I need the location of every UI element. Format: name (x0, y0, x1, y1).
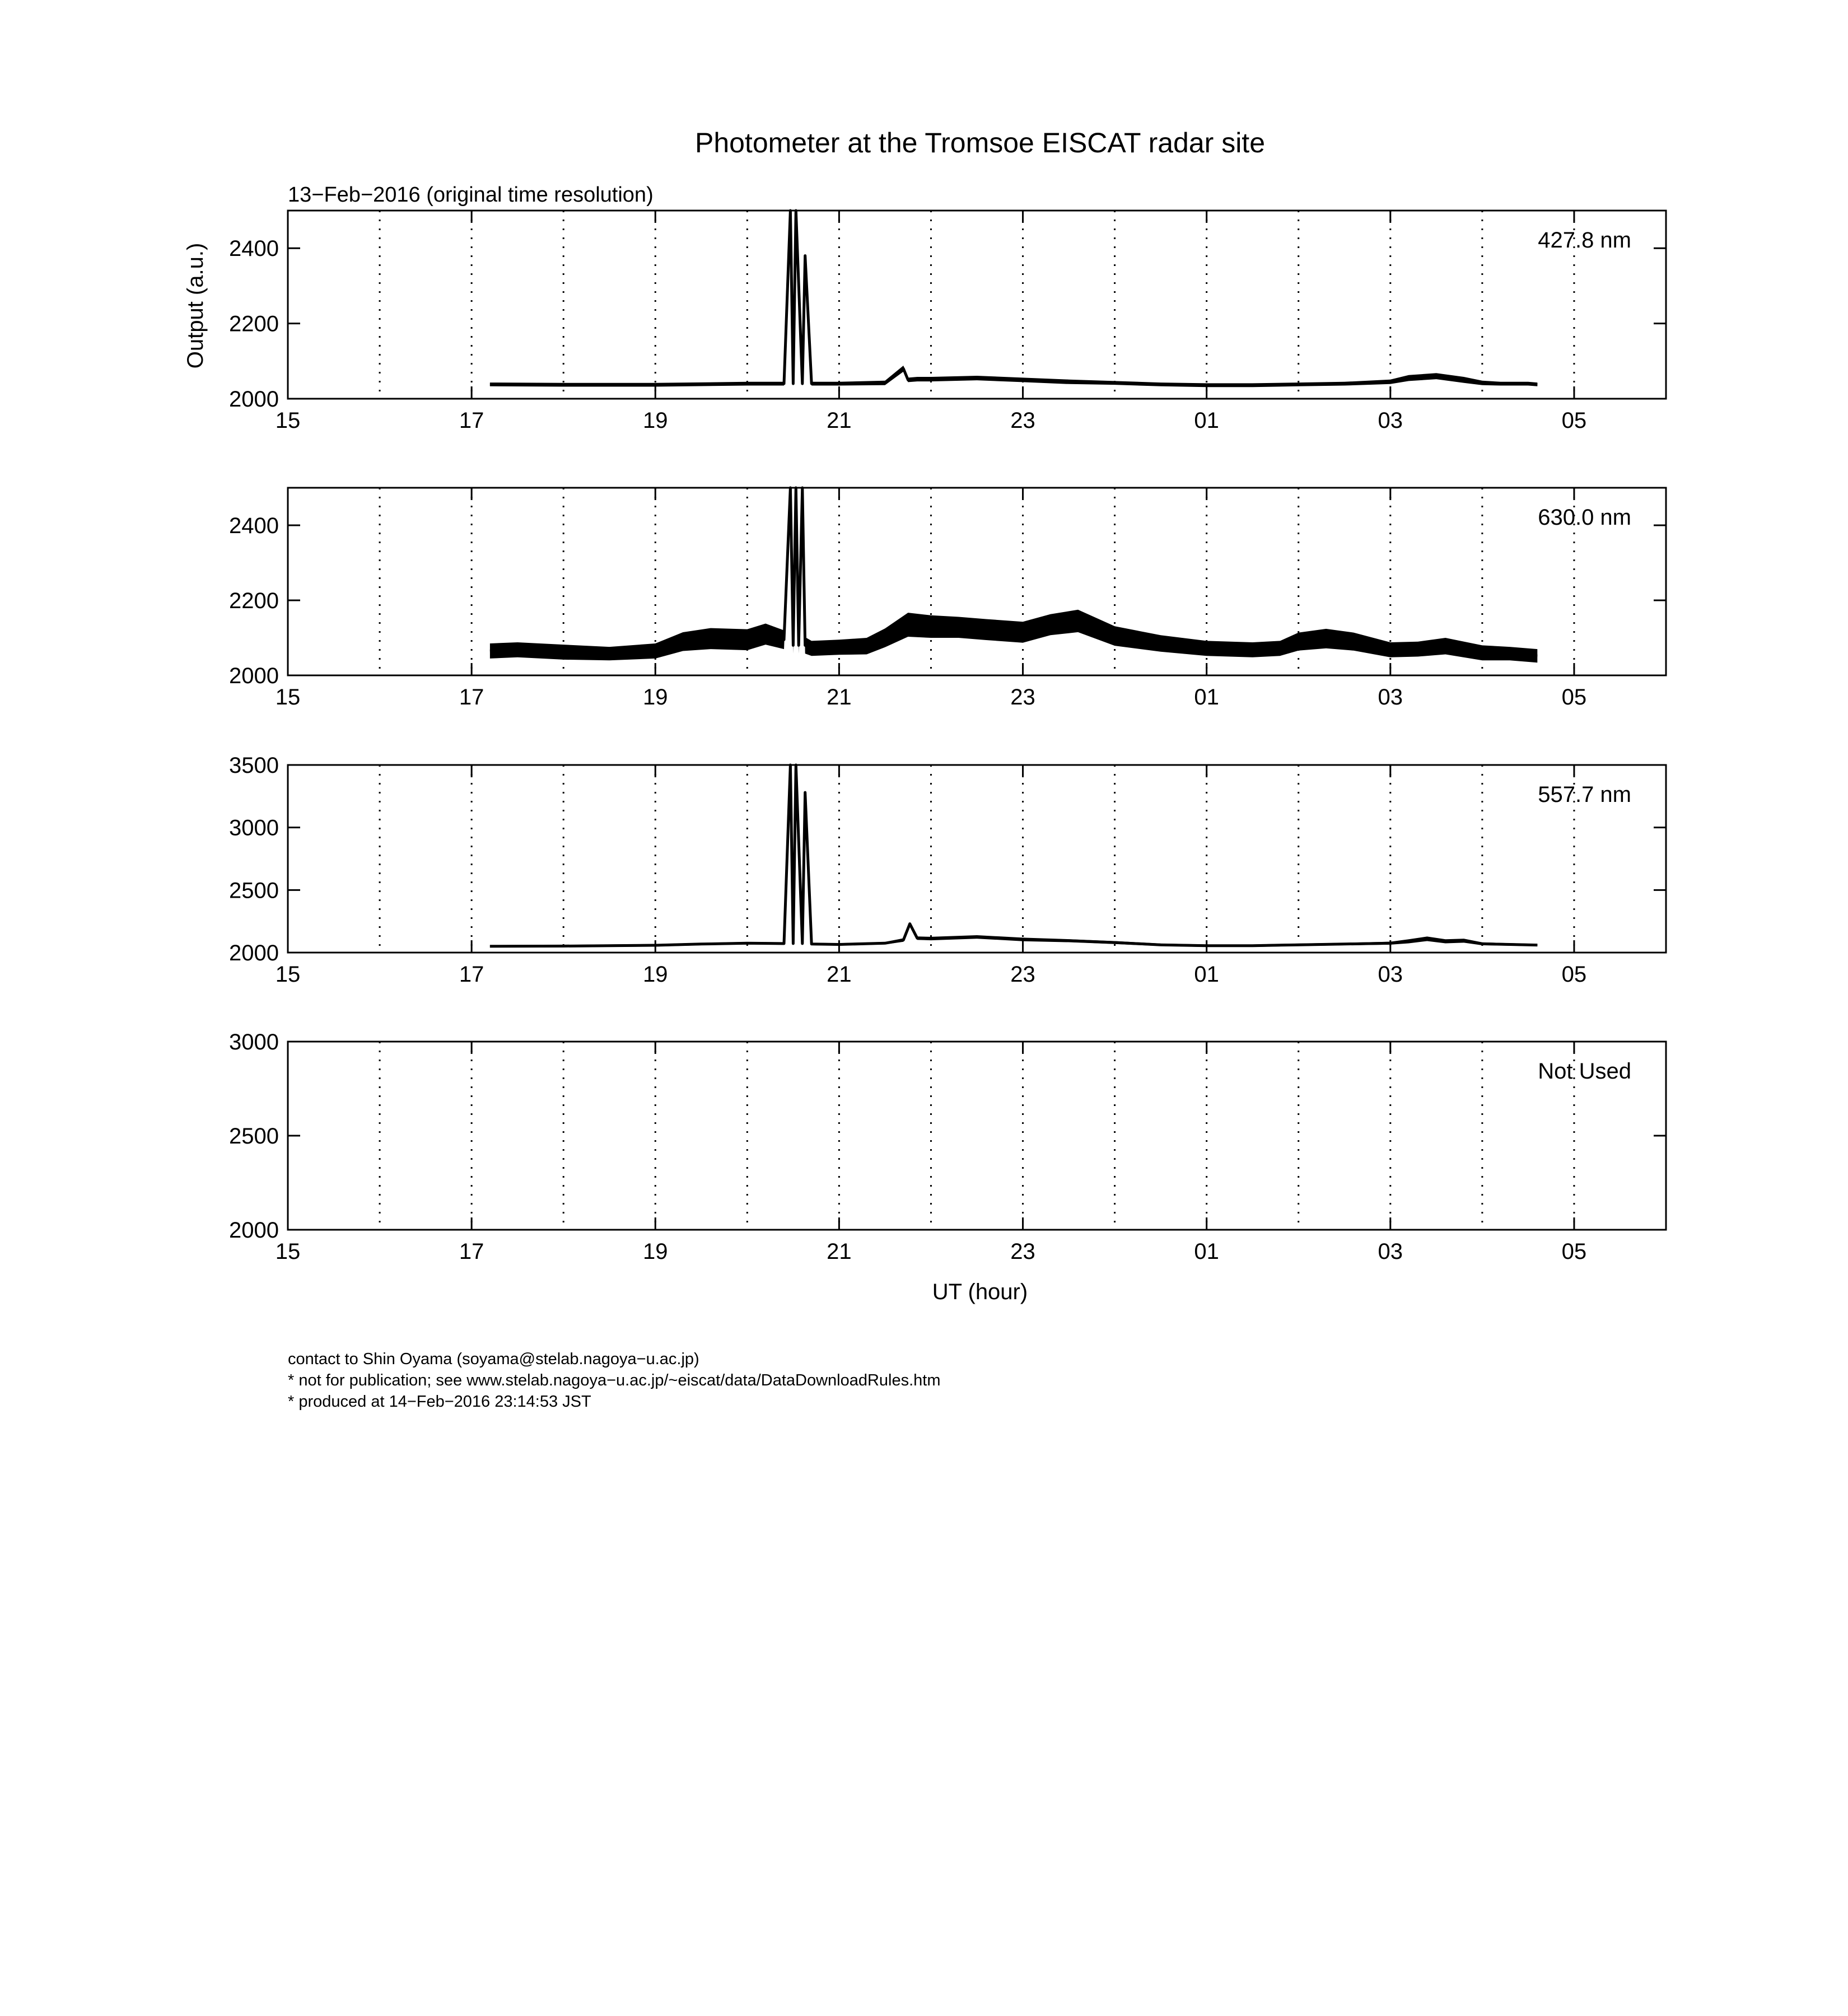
x-axis-label: UT (hour) (932, 1280, 1028, 1304)
y-tick-label: 2400 (229, 236, 279, 262)
x-tick-label: 17 (459, 685, 484, 710)
y-tick-label: 2000 (229, 664, 279, 688)
x-tick-label: 01 (1194, 1239, 1219, 1264)
x-tick-label: 17 (459, 962, 484, 987)
axes-box (288, 211, 1666, 399)
y-tick-label: 3000 (229, 815, 279, 841)
panels (229, 211, 1666, 1264)
y-axis-label: Output (a.u.) (183, 242, 208, 369)
x-tick-label: 21 (827, 962, 852, 987)
panel-label: 557.7 nm (1538, 782, 1631, 807)
x-tick-label: 03 (1378, 962, 1403, 987)
y-tick-label: 2000 (229, 387, 279, 412)
x-tick-label: 17 (459, 408, 484, 433)
x-tick-label: 21 (827, 1239, 852, 1264)
x-tick-label: 05 (1561, 962, 1587, 987)
footer-notes (288, 1348, 941, 1412)
x-tick-label: 01 (1194, 685, 1219, 710)
axes-box (288, 1042, 1666, 1230)
x-tick-label: 01 (1194, 962, 1219, 987)
y-tick-label: 3000 (229, 1030, 279, 1054)
x-tick-label: 21 (827, 408, 852, 433)
usage-note: * not for publication; see www.stelab.nagoya−u.ac.jp/~eiscat/data/DataDownloadRules.htm (288, 1371, 941, 1389)
y-tick-label: 2200 (229, 589, 279, 613)
x-tick-label: 21 (827, 685, 852, 710)
axes-box (288, 765, 1666, 953)
y-tick-label: 3500 (229, 753, 279, 778)
panel-630-0-nm (229, 488, 1666, 710)
x-tick-label: 05 (1561, 1239, 1587, 1264)
x-tick-label: 03 (1378, 408, 1403, 433)
x-tick-label: 15 (275, 962, 301, 987)
series-line (490, 211, 1537, 385)
x-tick-label: 19 (643, 408, 668, 433)
series-noise-band (490, 765, 1537, 948)
panel-427-8-nm (229, 211, 1666, 433)
x-tick-label: 03 (1378, 685, 1403, 710)
y-tick-label: 2500 (229, 1124, 279, 1149)
contact-note: contact to Shin Oyama (soyama@stelab.nagoya−u.ac.jp) (288, 1350, 699, 1368)
panel-label: 630.0 nm (1538, 505, 1631, 530)
panel-label: 427.8 nm (1538, 228, 1631, 253)
x-tick-label: 15 (275, 685, 301, 710)
series-line (490, 765, 1537, 946)
y-tick-label: 2200 (229, 311, 279, 337)
panel-label: Not Used (1538, 1059, 1631, 1084)
x-tick-label: 23 (1010, 408, 1035, 433)
x-tick-label: 23 (1010, 962, 1035, 987)
y-tick-label: 2500 (229, 878, 279, 903)
y-tick-label: 2400 (229, 514, 279, 538)
x-tick-label: 15 (275, 1239, 301, 1264)
x-tick-label: 19 (643, 685, 668, 710)
x-tick-label: 03 (1378, 1239, 1403, 1264)
x-tick-label: 17 (459, 1239, 484, 1264)
x-tick-label: 15 (275, 408, 301, 433)
panel-not-used (229, 1030, 1666, 1264)
x-tick-label: 23 (1010, 685, 1035, 710)
series-noise-band (490, 488, 1537, 662)
x-tick-label: 05 (1561, 685, 1587, 710)
x-tick-label: 05 (1561, 408, 1587, 433)
series-line (490, 488, 1537, 656)
x-tick-label: 19 (643, 1239, 668, 1264)
x-tick-label: 19 (643, 962, 668, 987)
figure-title: Photometer at the Tromsoe EISCAT radar site (694, 127, 1266, 158)
panel-557-7-nm (229, 753, 1666, 987)
x-tick-label: 01 (1194, 408, 1219, 433)
x-tick-label: 23 (1010, 1239, 1035, 1264)
produced-note: * produced at 14−Feb−2016 23:14:53 JST (288, 1393, 591, 1411)
y-tick-label: 2000 (229, 1218, 279, 1243)
date-label: 13−Feb−2016 (original time resolution) (288, 183, 654, 207)
series-noise-band (490, 211, 1537, 387)
y-tick-label: 2000 (229, 941, 279, 965)
